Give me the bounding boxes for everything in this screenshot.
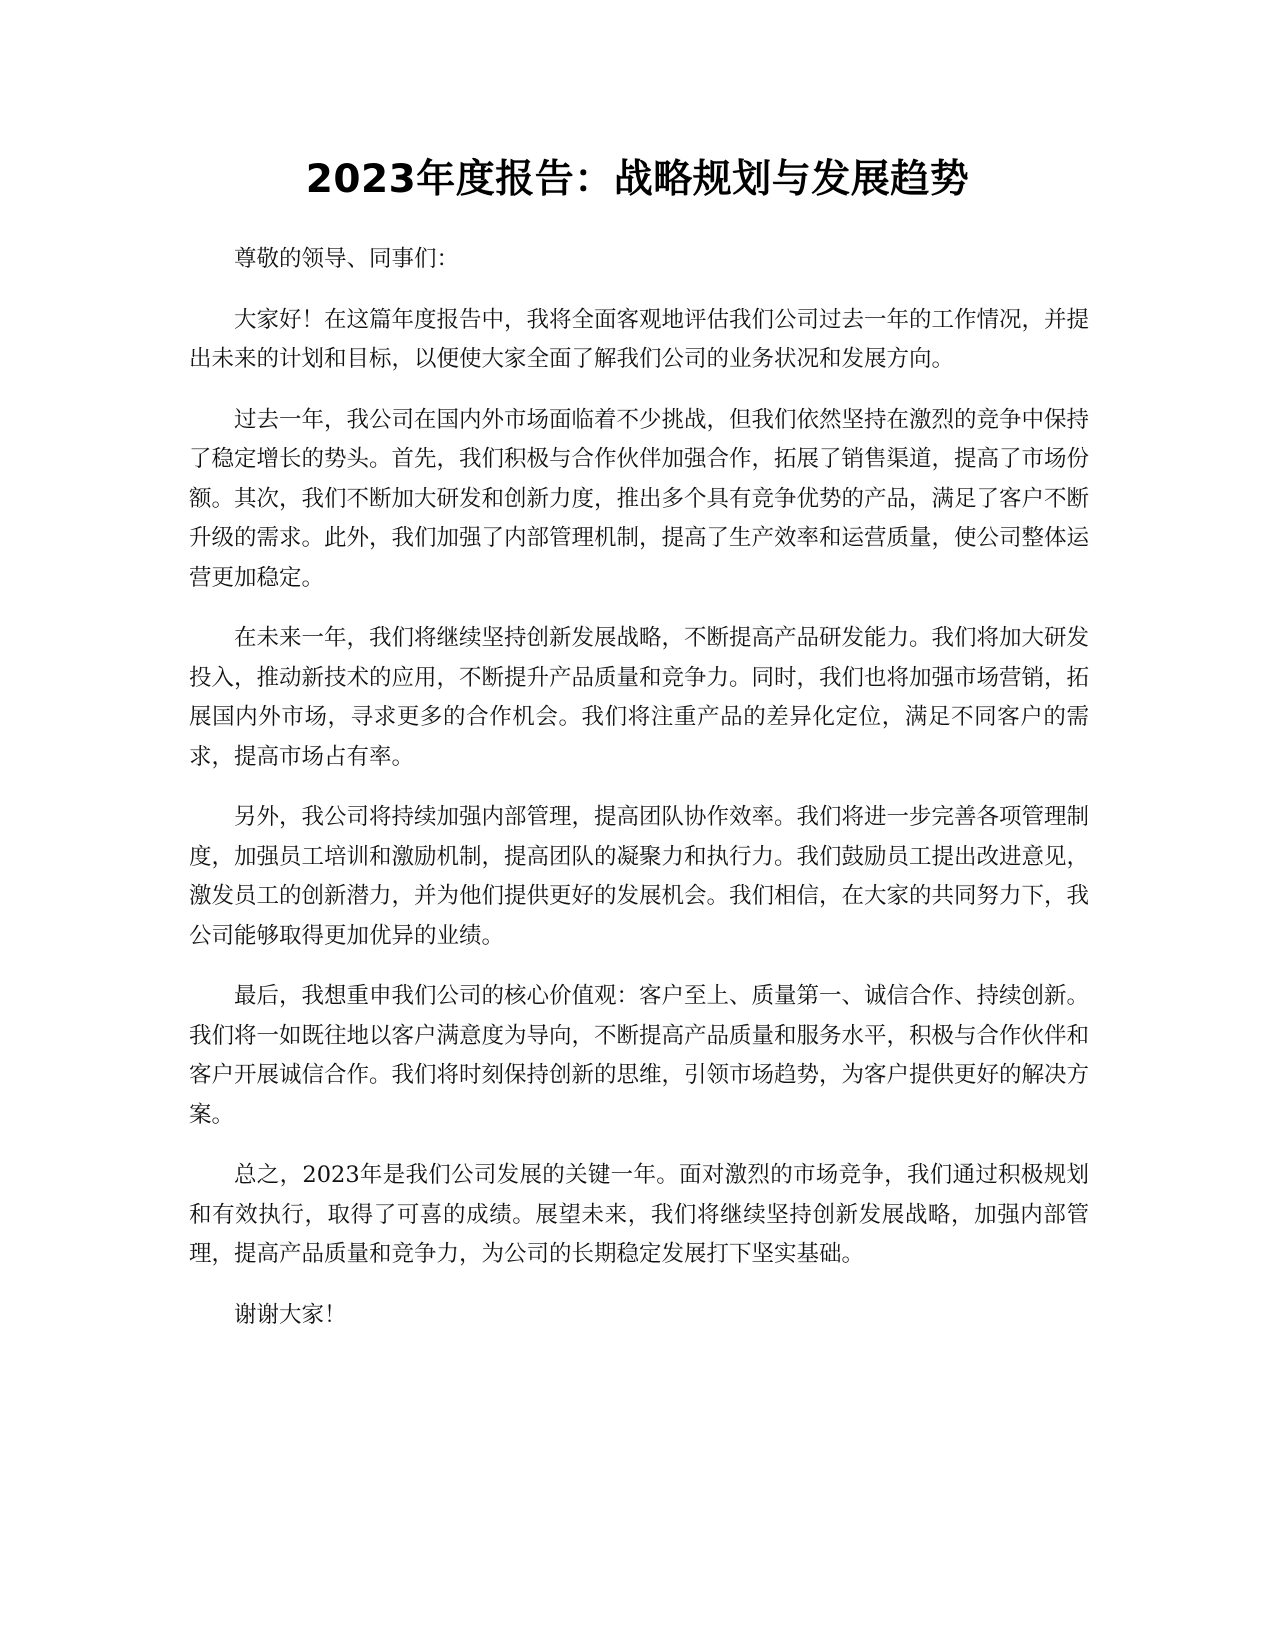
closing-paragraph: 谢谢大家！ — [234, 1301, 347, 1328]
document-title: 2023年度报告：战略规划与发展趋势 — [305, 157, 970, 202]
body-paragraph: 在未来一年，我们将继续坚持创新发展战略，不断提高产品研发能力。我们将加大研发投入，推动新技术的应用，不断提升产品质量和竞争力。同时，我们也将加强市场营销，拓展国内外市场，寻求更多的合作机会。我们将注重产品的差异化定位，满足不同客户的需求，提高市场占有率。 — [189, 625, 1090, 770]
body-paragraph: 过去一年，我公司在国内外市场面临着不少挑战，但我们依然坚持在激烈的竞争中保持了稳定增长的势头。首先，我们积极与合作伙伴加强合作，拓展了销售渠道，提高了市场份额。其次，我们不断加大研发和创新力度，推出多个具有竞争优势的产品，满足了客户不断升级的需求。此外，我们加强了内部管理机制，提高了生产效率和运营质量，使公司整体运营更加稳定。 — [189, 406, 1090, 591]
greeting-paragraph: 尊敬的领导、同事们： — [234, 246, 460, 272]
body-paragraph: 另外，我公司将持续加强内部管理，提高团队协作效率。我们将进一步完善各项管理制度，加强员工培训和激励机制，提高团队的凝聚力和执行力。我们鼓励员工提出改进意见，激发员工的创新潜力，并为他们提供更好的发展机会。我们相信，在大家的共同努力下，我公司能够取得更加优异的业绩。 — [189, 804, 1090, 949]
body-paragraph: 最后，我想重申我们公司的核心价值观：客户至上、质量第一、诚信合作、持续创新。我们将一如既往地以客户满意度为导向，不断提高产品质量和服务水平，积极与合作伙伴和客户开展诚信合作。我们将时刻保持创新的思维，引领市场趋势，为客户提供更好的解决方案。 — [189, 983, 1090, 1128]
document-body — [189, 240, 1089, 1356]
body-paragraph: 大家好！在这篇年度报告中，我将全面客观地评估我们公司过去一年的工作情况，并提出未来的计划和目标，以便使大家全面了解我们公司的业务状况和发展方向。 — [189, 306, 1090, 372]
body-paragraph: 总之，2023年是我们公司发展的关键一年。面对激烈的市场竞争，我们通过积极规划和有效执行，取得了可喜的成绩。展望未来，我们将继续坚持创新发展战略，加强内部管理，提高产品质量和竞争力，为公司的长期稳定发展打下坚实基础。 — [189, 1162, 1089, 1267]
